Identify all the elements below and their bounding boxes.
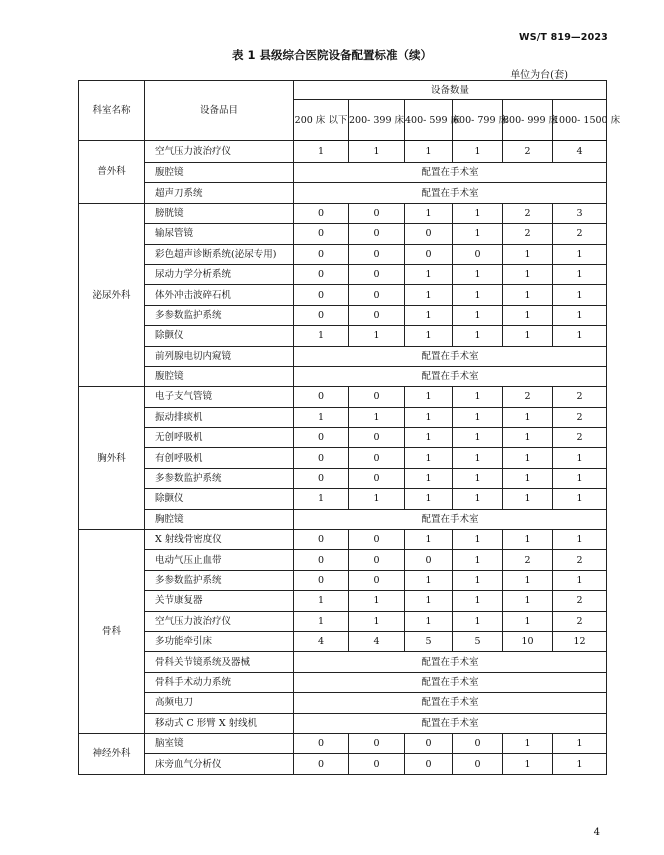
quantity-cell: 0 <box>349 305 405 325</box>
quantity-cell: 10 <box>503 631 553 651</box>
equipment-name-cell: X 射线骨密度仪 <box>145 530 294 550</box>
table-row <box>79 163 607 183</box>
quantity-cell: 0 <box>405 550 453 570</box>
quantity-cell: 1 <box>453 591 503 611</box>
equipment-name-cell: 有创呼吸机 <box>145 448 294 468</box>
quantity-cell: 2 <box>503 387 553 407</box>
quantity-cell: 1 <box>453 407 503 427</box>
table-row <box>79 141 607 163</box>
quantity-cell: 1 <box>405 141 453 163</box>
table-row <box>79 570 607 590</box>
quantity-cell: 1 <box>553 244 607 264</box>
table-row <box>79 672 607 692</box>
col-header-dept: 科室名称 <box>79 81 145 141</box>
table-row <box>79 611 607 631</box>
quantity-cell: 1 <box>453 468 503 488</box>
quantity-cell: 1 <box>453 530 503 550</box>
equipment-name-cell: 尿动力学分析系统 <box>145 264 294 284</box>
quantity-cell: 0 <box>294 264 349 284</box>
quantity-cell: 1 <box>553 468 607 488</box>
quantity-cell: 0 <box>294 203 349 223</box>
quantity-cell: 1 <box>503 530 553 550</box>
merged-note-cell: 配置在手术室 <box>294 693 607 713</box>
table-row <box>79 509 607 529</box>
table-row <box>79 652 607 672</box>
quantity-cell: 1 <box>503 407 553 427</box>
quantity-cell: 1 <box>294 489 349 509</box>
page-number: 4 <box>593 827 600 838</box>
merged-note-cell: 配置在手术室 <box>294 652 607 672</box>
quantity-cell: 0 <box>294 733 349 753</box>
quantity-cell: 0 <box>349 387 405 407</box>
quantity-cell: 1 <box>453 326 503 346</box>
quantity-cell: 1 <box>294 141 349 163</box>
table-row <box>79 448 607 468</box>
quantity-cell: 1 <box>553 489 607 509</box>
quantity-cell: 0 <box>349 468 405 488</box>
quantity-cell: 1 <box>503 468 553 488</box>
quantity-cell: 0 <box>349 264 405 284</box>
quantity-cell: 1 <box>453 611 503 631</box>
quantity-cell: 1 <box>405 468 453 488</box>
quantity-cell: 4 <box>294 631 349 651</box>
equipment-name-cell: 前列腺电切内窥镜 <box>145 346 294 366</box>
quantity-cell: 5 <box>453 631 503 651</box>
table-row <box>79 305 607 325</box>
quantity-cell: 1 <box>405 305 453 325</box>
equipment-name-cell: 高频电刀 <box>145 693 294 713</box>
equipment-name-cell: 除颤仪 <box>145 326 294 346</box>
table-row <box>79 550 607 570</box>
quantity-cell: 0 <box>294 305 349 325</box>
equipment-name-cell: 电动气压止血带 <box>145 550 294 570</box>
equipment-name-cell: 彩色超声诊断系统(泌尿专用) <box>145 244 294 264</box>
equipment-name-cell: 床旁血气分析仪 <box>145 754 294 774</box>
table-row <box>79 713 607 733</box>
quantity-cell: 0 <box>349 203 405 223</box>
quantity-cell: 1 <box>553 305 607 325</box>
table-body <box>79 141 607 775</box>
quantity-cell: 1 <box>453 570 503 590</box>
quantity-cell: 1 <box>349 611 405 631</box>
quantity-cell: 1 <box>453 285 503 305</box>
quantity-cell: 1 <box>553 264 607 284</box>
quantity-cell: 1 <box>503 305 553 325</box>
table-row <box>79 754 607 774</box>
quantity-cell: 1 <box>553 530 607 550</box>
table-row <box>79 428 607 448</box>
quantity-cell: 3 <box>553 203 607 223</box>
equipment-name-cell: 多参数监护系统 <box>145 305 294 325</box>
quantity-cell: 1 <box>349 326 405 346</box>
quantity-cell: 2 <box>553 407 607 427</box>
quantity-cell: 0 <box>294 448 349 468</box>
quantity-cell: 1 <box>553 285 607 305</box>
quantity-cell: 0 <box>294 285 349 305</box>
equipment-name-cell: 无创呼吸机 <box>145 428 294 448</box>
equipment-name-cell: 多功能牵引床 <box>145 631 294 651</box>
equipment-name-cell: 膀胱镜 <box>145 203 294 223</box>
quantity-cell: 1 <box>294 326 349 346</box>
quantity-cell: 1 <box>453 489 503 509</box>
quantity-cell: 1 <box>503 244 553 264</box>
table-row <box>79 224 607 244</box>
quantity-cell: 1 <box>503 570 553 590</box>
table-row <box>79 407 607 427</box>
quantity-cell: 1 <box>453 224 503 244</box>
table-header <box>79 81 621 141</box>
quantity-cell: 1 <box>349 489 405 509</box>
equipment-name-cell: 腹腔镜 <box>145 366 294 386</box>
quantity-cell: 1 <box>503 754 553 774</box>
quantity-cell: 0 <box>294 754 349 774</box>
col-header-bed-range: 800- 999 床 <box>503 100 553 141</box>
quantity-cell: 1 <box>503 733 553 753</box>
table-row <box>79 366 607 386</box>
quantity-cell: 1 <box>349 141 405 163</box>
quantity-cell: 2 <box>553 591 607 611</box>
quantity-cell: 1 <box>453 264 503 284</box>
quantity-cell: 1 <box>453 387 503 407</box>
quantity-cell: 1 <box>405 407 453 427</box>
col-header-bed-range: 400- 599 床 <box>405 100 453 141</box>
quantity-cell: 0 <box>453 754 503 774</box>
quantity-cell: 0 <box>349 224 405 244</box>
quantity-cell: 0 <box>294 570 349 590</box>
merged-note-cell: 配置在手术室 <box>294 713 607 733</box>
equipment-name-cell: 移动式 C 形臂 X 射线机 <box>145 713 294 733</box>
quantity-cell: 2 <box>553 387 607 407</box>
dept-name-cell: 神经外科 <box>79 733 145 774</box>
quantity-cell: 1 <box>503 428 553 448</box>
unit-label: 单位为台(套) <box>510 70 568 81</box>
quantity-cell: 1 <box>503 611 553 631</box>
quantity-cell: 1 <box>349 407 405 427</box>
table-row <box>79 489 607 509</box>
quantity-cell: 1 <box>405 387 453 407</box>
table-row <box>79 203 607 223</box>
quantity-cell: 0 <box>349 550 405 570</box>
dept-name-cell: 胸外科 <box>79 387 145 530</box>
table-row <box>79 244 607 264</box>
table-row <box>79 326 607 346</box>
quantity-cell: 1 <box>405 591 453 611</box>
table-title: 表 1 县级综合医院设备配置标准（续） <box>231 48 432 62</box>
equipment-name-cell: 空气压力波治疗仪 <box>145 141 294 163</box>
quantity-cell: 0 <box>349 428 405 448</box>
quantity-cell: 1 <box>553 448 607 468</box>
quantity-cell: 5 <box>405 631 453 651</box>
quantity-cell: 0 <box>294 244 349 264</box>
quantity-cell: 0 <box>294 530 349 550</box>
quantity-cell: 0 <box>405 224 453 244</box>
quantity-cell: 0 <box>405 244 453 264</box>
equipment-name-cell: 除颤仪 <box>145 489 294 509</box>
quantity-cell: 2 <box>553 550 607 570</box>
equipment-name-cell: 输尿管镜 <box>145 224 294 244</box>
quantity-cell: 0 <box>453 244 503 264</box>
quantity-cell: 12 <box>553 631 607 651</box>
quantity-cell: 1 <box>405 448 453 468</box>
merged-note-cell: 配置在手术室 <box>294 366 607 386</box>
quantity-cell: 0 <box>405 733 453 753</box>
standard-code: WS/T 819—2023 <box>519 32 608 43</box>
table-row <box>79 264 607 284</box>
quantity-cell: 1 <box>405 264 453 284</box>
table-row <box>79 285 607 305</box>
equipment-name-cell: 空气压力波治疗仪 <box>145 611 294 631</box>
quantity-cell: 2 <box>503 550 553 570</box>
quantity-cell: 1 <box>294 591 349 611</box>
quantity-cell: 1 <box>453 448 503 468</box>
quantity-cell: 1 <box>503 448 553 468</box>
quantity-cell: 1 <box>453 428 503 448</box>
merged-note-cell: 配置在手术室 <box>294 183 607 203</box>
dept-name-cell: 泌尿外科 <box>79 203 145 387</box>
quantity-cell: 0 <box>349 244 405 264</box>
quantity-cell: 1 <box>453 203 503 223</box>
quantity-cell: 2 <box>553 224 607 244</box>
col-header-quantity: 设备数量 <box>294 81 607 100</box>
equipment-name-cell: 骨科关节镜系统及器械 <box>145 652 294 672</box>
equipment-name-cell: 关节康复器 <box>145 591 294 611</box>
quantity-cell: 0 <box>405 754 453 774</box>
equipment-name-cell: 超声刀系统 <box>145 183 294 203</box>
quantity-cell: 4 <box>553 141 607 163</box>
equipment-name-cell: 骨科手术动力系统 <box>145 672 294 692</box>
quantity-cell: 2 <box>503 224 553 244</box>
quantity-cell: 1 <box>405 489 453 509</box>
quantity-cell: 1 <box>405 428 453 448</box>
quantity-cell: 1 <box>405 530 453 550</box>
quantity-cell: 1 <box>405 570 453 590</box>
equipment-table <box>78 80 621 775</box>
col-header-bed-range: 600- 799 床 <box>453 100 503 141</box>
quantity-cell: 0 <box>349 754 405 774</box>
table-row <box>79 468 607 488</box>
table-row <box>79 530 607 550</box>
quantity-cell: 1 <box>503 326 553 346</box>
merged-note-cell: 配置在手术室 <box>294 346 607 366</box>
quantity-cell: 1 <box>453 141 503 163</box>
equipment-name-cell: 脑室镜 <box>145 733 294 753</box>
quantity-cell: 0 <box>349 448 405 468</box>
dept-name-cell: 骨科 <box>79 530 145 734</box>
quantity-cell: 1 <box>405 611 453 631</box>
table-row <box>79 631 607 651</box>
merged-note-cell: 配置在手术室 <box>294 163 607 183</box>
table-row <box>79 733 607 753</box>
quantity-cell: 0 <box>349 570 405 590</box>
quantity-cell: 0 <box>294 550 349 570</box>
quantity-cell: 1 <box>294 611 349 631</box>
dept-name-cell: 普外科 <box>79 141 145 204</box>
table-row <box>79 183 607 203</box>
quantity-cell: 0 <box>294 428 349 448</box>
quantity-cell: 0 <box>294 387 349 407</box>
quantity-cell: 1 <box>349 591 405 611</box>
quantity-cell: 4 <box>349 631 405 651</box>
equipment-name-cell: 振动排痰机 <box>145 407 294 427</box>
quantity-cell: 0 <box>349 530 405 550</box>
quantity-cell: 2 <box>553 428 607 448</box>
quantity-cell: 1 <box>553 570 607 590</box>
quantity-cell: 0 <box>349 733 405 753</box>
quantity-cell: 0 <box>294 224 349 244</box>
quantity-cell: 1 <box>503 591 553 611</box>
quantity-cell: 1 <box>405 203 453 223</box>
equipment-name-cell: 多参数监护系统 <box>145 570 294 590</box>
quantity-cell: 1 <box>405 285 453 305</box>
table-row <box>79 346 607 366</box>
equipment-name-cell: 体外冲击波碎石机 <box>145 285 294 305</box>
col-header-item: 设备品目 <box>145 81 294 141</box>
equipment-name-cell: 腹腔镜 <box>145 163 294 183</box>
quantity-cell: 1 <box>294 407 349 427</box>
quantity-cell: 0 <box>294 468 349 488</box>
equipment-name-cell: 多参数监护系统 <box>145 468 294 488</box>
quantity-cell: 1 <box>553 326 607 346</box>
col-header-bed-range: 1000- 1500 床 <box>553 100 607 141</box>
merged-note-cell: 配置在手术室 <box>294 509 607 529</box>
quantity-cell: 1 <box>503 264 553 284</box>
quantity-cell: 1 <box>453 305 503 325</box>
quantity-cell: 1 <box>553 754 607 774</box>
table-row <box>79 693 607 713</box>
quantity-cell: 1 <box>503 285 553 305</box>
table-row <box>79 591 607 611</box>
quantity-cell: 2 <box>503 203 553 223</box>
merged-note-cell: 配置在手术室 <box>294 672 607 692</box>
quantity-cell: 0 <box>453 733 503 753</box>
table-row <box>79 387 607 407</box>
quantity-cell: 2 <box>503 141 553 163</box>
quantity-cell: 1 <box>453 550 503 570</box>
equipment-name-cell: 胸腔镜 <box>145 509 294 529</box>
equipment-name-cell: 电子支气管镜 <box>145 387 294 407</box>
quantity-cell: 2 <box>553 611 607 631</box>
col-header-bed-range: 200- 399 床 <box>349 100 405 141</box>
quantity-cell: 1 <box>405 326 453 346</box>
quantity-cell: 0 <box>349 285 405 305</box>
quantity-cell: 1 <box>503 489 553 509</box>
col-header-bed-range: 200 床 以下 <box>294 100 349 141</box>
quantity-cell: 1 <box>553 733 607 753</box>
